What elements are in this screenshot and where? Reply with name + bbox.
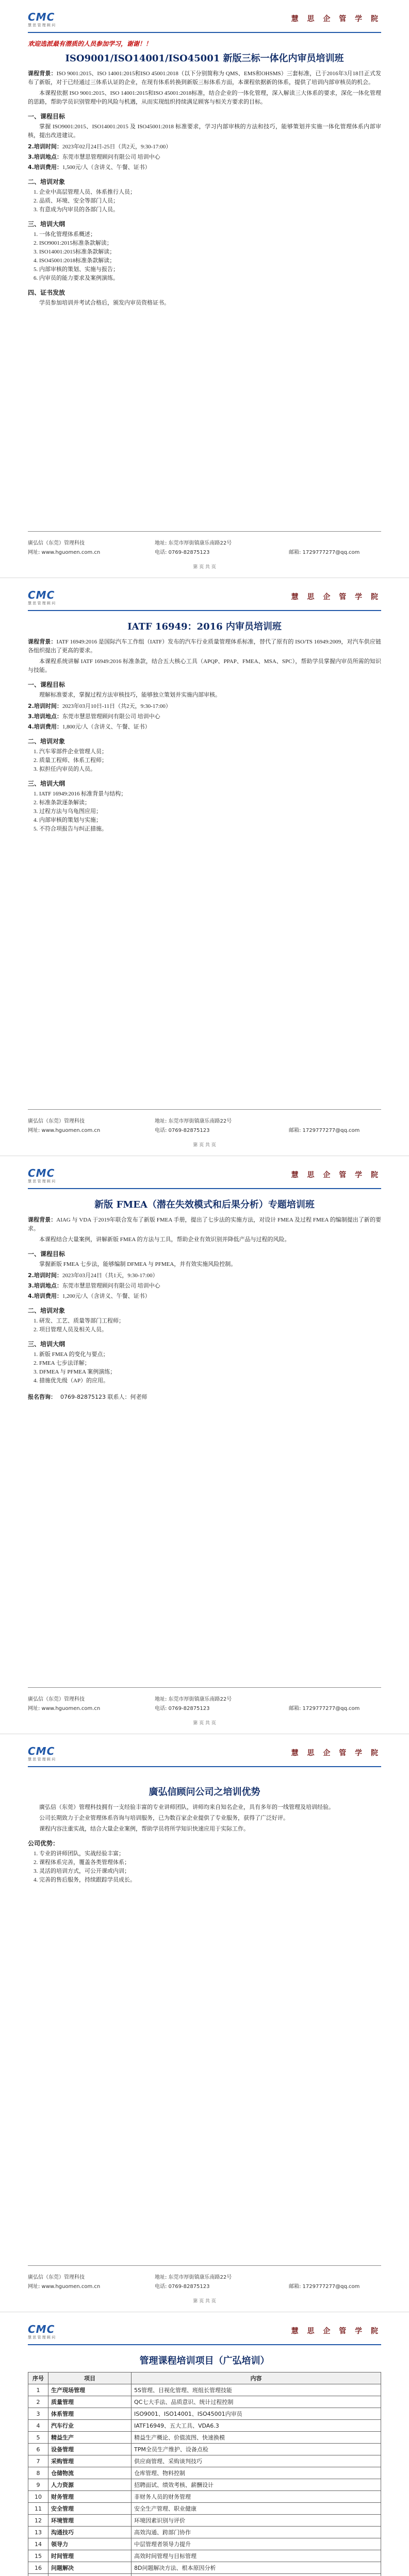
- training-table-title: 管理课程培训项目（广弘培训）: [139, 2355, 270, 2366]
- intro-text: IATF 16949:2016 是国际汽车工作组（IATF）发布的汽车行业质量管理体系标准，替代了原有的 ISO/TS 16949:2009，对汽车供应链各组织提出了更高的要求。: [28, 639, 381, 654]
- header-divider: [28, 2344, 381, 2345]
- footer-mid-top: 地址: 东莞市厚街镇康乐南路22号: [155, 540, 232, 546]
- intro-paragraph: [28, 70, 381, 87]
- table-header: 内容: [132, 2372, 381, 2384]
- page-header: [0, 0, 409, 36]
- footer-left-bottom: 网址: www.hguomen.com.cn: [28, 550, 101, 555]
- advantage-paragraph: 课程内容注重实战，结合大量企业案例，帮助学员将所学知识快速应用于实际工作。: [39, 1826, 249, 1832]
- place-value: 东莞市慧思管理顾问有限公司 培训中心: [62, 154, 160, 160]
- list-item: 5. 不符合项报告与纠正措施。: [39, 825, 381, 834]
- intro-label: 课程背景：: [28, 639, 57, 645]
- intro-text: ISO 9001:2015、ISO 14001:2015和ISO 45001:2018（以下分别简称为 QMS、EMS和OHSMS）三套标准，已于2016年3月18日正式发布了新版，对于已经通过三体系认证的企业，在现有体系转换到新版三标体系方面，本课程依据新的体系，提供了培训内部审核员的机会。: [28, 71, 381, 86]
- footer-mid-top: 地址: 东莞市厚街镇康乐南路22号: [155, 1697, 232, 1702]
- intro-text: AIAG 与 VDA 于2019年联合发布了新版 FMEA 手册，提出了七步法的实施方法，对设计 FMEA 及过程 FMEA 的编制提出了新的要求。: [28, 1217, 381, 1232]
- course-title: IATF 16949：2016 内审员培训班: [127, 621, 282, 632]
- time-row: [28, 142, 381, 151]
- row-number: 15: [28, 2550, 48, 2562]
- logo-text: CMC: [28, 11, 55, 23]
- row-number: 12: [28, 2515, 48, 2527]
- row-content: 供应商管理、采购谈判技巧: [132, 2455, 381, 2467]
- row-number: 14: [28, 2538, 48, 2550]
- table-row: [28, 2420, 381, 2432]
- page-content: [28, 1194, 381, 1684]
- page-3: [0, 1156, 409, 1734]
- notice-text: 欢迎选派最有潜质的人员参加学习，谢谢！！: [28, 40, 152, 47]
- logo-subtext: 慧 思 管 理 顾 问: [28, 1757, 56, 1761]
- row-content: 安全生产管理、职业健康: [132, 2503, 381, 2515]
- row-content: 中层管理者领导力提升: [132, 2538, 381, 2550]
- list-item: 2. 品质、环境、安全等部门人员；: [39, 197, 381, 206]
- row-project: 领导力: [48, 2538, 132, 2550]
- footer-divider: [28, 531, 381, 532]
- page-header: [0, 578, 409, 614]
- time-value: 2023年02月24日-25日（共2天，9:30-17:00）: [62, 144, 172, 150]
- logo-text: CMC: [28, 1745, 55, 1757]
- time-row: [28, 1271, 381, 1280]
- time-value: 2023年03月10日-11日（共2天，9:30-17:00）: [62, 703, 171, 709]
- contact-label: 报名咨询：: [28, 1394, 56, 1400]
- list-item: 2. ISO9001:2015标准条款解读；: [39, 239, 381, 248]
- list-item: 4. ISO45001:2018标准条款解读；: [39, 257, 381, 265]
- logo-text: CMC: [28, 2323, 55, 2335]
- row-project: 人力资源: [48, 2479, 132, 2491]
- footer-right: 邮箱: 1729777277@qq.com: [289, 550, 360, 555]
- fee-row: [28, 163, 381, 172]
- page-number: 第 页 共 页: [193, 2299, 216, 2304]
- outline-title: 三、培训大纲: [28, 221, 66, 228]
- footer-right: 邮箱: 1729777277@qq.com: [289, 2284, 360, 2290]
- page-content: [28, 1772, 381, 2262]
- list-item: 3. DFMEA 与 PFMEA 案例演练；: [39, 1368, 381, 1377]
- row-project: 沟通技巧: [48, 2527, 132, 2538]
- company-logo: [28, 2324, 64, 2341]
- header-slogan: 慧 思 企 管 学 院: [291, 15, 381, 23]
- company-logo: [28, 1745, 64, 1763]
- cert-title: 四、证书发放: [28, 289, 66, 296]
- list-item: 2. 课程体系完善，覆盖各类管理体系；: [39, 1858, 381, 1867]
- list-item: 5. 内部审核的策划、实施与报告；: [39, 265, 381, 274]
- time-label: 2.培训时间：: [28, 143, 62, 150]
- list-item: 4. 完善的售后服务，持续跟踪学员成长。: [39, 1876, 381, 1885]
- row-content: IATF16949、五大工具、VDA6.3: [132, 2420, 381, 2432]
- place-row: [28, 1281, 381, 1291]
- place-value: 东莞市慧思管理顾问有限公司 培训中心: [62, 1283, 160, 1289]
- row-content: 精益生产概论、价值流图、快速换模: [132, 2432, 381, 2444]
- company-logo: [28, 11, 64, 29]
- place-label: 3.培训地点：: [28, 1282, 62, 1289]
- audience-title: 二、培训对象: [28, 178, 66, 185]
- row-project: 体系管理: [48, 2408, 132, 2420]
- row-project: 环境管理: [48, 2515, 132, 2527]
- footer-mid-bottom: 电话: 0769-82875123: [155, 1706, 210, 1711]
- row-project: 设备管理: [48, 2444, 132, 2455]
- logo-subtext: 慧 思 管 理 顾 问: [28, 2335, 56, 2340]
- row-content: 8D问题解决方法、根本原因分析: [132, 2562, 381, 2574]
- page-header: [0, 2312, 409, 2348]
- table-header: 序号: [28, 2372, 48, 2384]
- list-item: 3. ISO14001:2015标准条款解读；: [39, 248, 381, 257]
- list-item: 6. 内审员的能力要求及案例演练。: [39, 274, 381, 283]
- row-number: 5: [28, 2432, 48, 2444]
- row-number: 13: [28, 2527, 48, 2538]
- contact-row: [28, 1393, 381, 1402]
- row-project: 质量管理: [48, 2396, 132, 2408]
- table-row: [28, 2503, 381, 2515]
- footer-mid-top: 地址: 东莞市厚街镇康乐南路22号: [155, 2275, 232, 2280]
- row-content: 招聘面试、绩效考核、薪酬设计: [132, 2479, 381, 2491]
- training-table: [28, 2372, 381, 2576]
- list-item: 1. 专业的讲师团队，实战经验丰富；: [39, 1850, 381, 1858]
- page-content: [28, 2350, 381, 2576]
- time-value: 2023年03月24日（共1天，9:30-17:00）: [62, 1273, 158, 1279]
- contact-value: 0769-82875123 联系人：何老师: [60, 1394, 148, 1400]
- row-content: TPM全员生产维护、设备点检: [132, 2444, 381, 2455]
- page-header: [0, 1734, 409, 1770]
- table-row: [28, 2550, 381, 2562]
- list-item: 1. 汽车零部件企业管理人员；: [39, 748, 381, 756]
- time-label: 2.培训时间：: [28, 703, 62, 709]
- goal-title: 一、课程目标: [28, 681, 66, 688]
- company-logo: [28, 1167, 64, 1185]
- table-row: [28, 2444, 381, 2455]
- footer-left-top: 廣弘信（东莞）管理科技: [28, 1118, 85, 1124]
- footer-mid-bottom: 电话: 0769-82875123: [155, 2284, 210, 2290]
- place-row: [28, 152, 381, 162]
- row-project: 财务管理: [48, 2491, 132, 2503]
- footer-divider: [28, 2265, 381, 2266]
- fee-row: [28, 722, 381, 732]
- audience-title: 二、培训对象: [28, 738, 66, 745]
- row-project: [48, 2574, 132, 2576]
- row-project: 生产现场管理: [48, 2384, 132, 2396]
- intro-paragraph: [28, 638, 381, 655]
- intro-paragraph-2: 本课程依据 ISO 9001:2015、ISO 14001:2015和ISO 45001:2018标准，结合企业的一体化管理，深入解读三大体系的要求，深化一体化管理的思路，帮助学员识别管理中的风险与机遇，从而实现组织持续满足顾客与相关方要求的目标。: [28, 90, 381, 105]
- row-content: [132, 2574, 381, 2576]
- table-row: [28, 2562, 381, 2574]
- page-1: [0, 0, 409, 578]
- fee-label: 4.培训费用：: [28, 164, 62, 171]
- audience-title: 二、培训对象: [28, 1307, 66, 1314]
- fee-label: 4.培训费用：: [28, 1293, 62, 1299]
- row-number: 2: [28, 2396, 48, 2408]
- page-footer: [0, 2265, 409, 2312]
- advantage-paragraph: 公司长期致力于企业管理体系咨询与培训服务，已为数百家企业提供了专业服务，获得了广泛好评。: [39, 1815, 289, 1821]
- header-slogan: 慧 思 企 管 学 院: [291, 1749, 381, 1757]
- row-number: 1: [28, 2384, 48, 2396]
- logo-subtext: 慧 思 管 理 顾 问: [28, 1179, 56, 1183]
- page-2: [0, 578, 409, 1156]
- time-row: [28, 702, 381, 711]
- fee-value: 1,500元/人（含讲义、午餐、证书）: [62, 164, 151, 171]
- goal-text: 掌握 ISO9001:2015、ISO14001:2015 及 ISO45001:2018 标准要求，学习内部审核的方法和技巧，能够策划并实施一体化管理体系内部审核，提出改进建议。: [28, 124, 381, 139]
- place-label: 3.培训地点：: [28, 154, 62, 160]
- outline-list: [28, 790, 381, 834]
- row-project: 时间管理: [48, 2550, 132, 2562]
- place-label: 3.培训地点：: [28, 713, 62, 720]
- logo-text: CMC: [28, 1167, 55, 1179]
- table-row: [28, 2491, 381, 2503]
- row-content: 环境因素识别与评价: [132, 2515, 381, 2527]
- footer-left-bottom: 网址: www.hguomen.com.cn: [28, 2284, 101, 2290]
- outline-list: [28, 230, 381, 283]
- page-5: [0, 2312, 409, 2576]
- course-title: 新版 FMEA（潜在失效模式和后果分析）专题培训班: [94, 1199, 315, 1210]
- course-title: ISO9001/ISO14001/ISO45001 新版三标一体化内审员培训班: [65, 53, 344, 64]
- footer-left-bottom: 网址: www.hguomen.com.cn: [28, 1706, 101, 1711]
- intro-paragraph-2: 本课程系统讲解 IATF 16949:2016 标准条款，结合五大核心工具（APQP、PPAP、FMEA、MSA、SPC），帮助学员掌握内审员所需的知识与技能。: [28, 658, 381, 673]
- page-content: [28, 38, 381, 528]
- footer-left-top: 廣弘信（东莞）管理科技: [28, 1697, 85, 1702]
- outline-title: 三、培训大纲: [28, 1341, 66, 1348]
- fee-value: 1,200元/人（含讲义、午餐、证书）: [62, 1293, 151, 1299]
- row-project: 仓储物流: [48, 2467, 132, 2479]
- cert-text: 学员参加培训并考试合格后，颁发内审员资格证书。: [39, 300, 170, 306]
- row-number: [28, 2574, 48, 2576]
- goal-text: 掌握新版 FMEA 七步法，能够编制 DFMEA 与 PFMEA，并有效实施风险控制。: [39, 1261, 237, 1267]
- list-item: 2. 标准条款逐条解读；: [39, 799, 381, 807]
- place-value: 东莞市慧思管理顾问有限公司 培训中心: [62, 714, 160, 720]
- fee-label: 4.培训费用：: [28, 723, 62, 730]
- row-number: 9: [28, 2479, 48, 2491]
- footer-left-top: 廣弘信（东莞）管理科技: [28, 540, 85, 546]
- audience-list: [28, 1317, 381, 1334]
- list-item: 3. 过程方法与乌龟图应用；: [39, 807, 381, 816]
- row-project: 采购管理: [48, 2455, 132, 2467]
- page-footer: [0, 531, 409, 578]
- list-item: 4. 内部审核的策划与实施；: [39, 816, 381, 825]
- row-number: 6: [28, 2444, 48, 2455]
- table-row: [28, 2396, 381, 2408]
- list-item: 2. 项目管理人员及相关人员。: [39, 1326, 381, 1334]
- outline-list: [28, 1350, 381, 1385]
- list-item: 4. 措施优先级（AP）的应用。: [39, 1377, 381, 1385]
- advantage-list: [28, 1850, 381, 1885]
- row-number: 3: [28, 2408, 48, 2420]
- row-number: 4: [28, 2420, 48, 2432]
- header-divider: [28, 610, 381, 611]
- header-divider: [28, 1188, 381, 1189]
- page-number: 第 页 共 页: [193, 1721, 216, 1726]
- row-content: QC七大手法、品质意识、统计过程控制: [132, 2396, 381, 2408]
- row-content: ISO9001、ISO14001、ISO45001内审员: [132, 2408, 381, 2420]
- logo-text: CMC: [28, 589, 55, 601]
- footer-mid-bottom: 电话: 0769-82875123: [155, 1128, 210, 1133]
- table-row: [28, 2574, 381, 2576]
- logo-subtext: 慧 思 管 理 顾 问: [28, 601, 56, 605]
- table-row: [28, 2384, 381, 2396]
- list-item: 3. 有意成为内审员的各部门人员。: [39, 206, 381, 214]
- list-item: 2. 质量工程师、体系工程师；: [39, 756, 381, 765]
- intro-paragraph-2: 本课程结合大量案例，讲解新版 FMEA 的方法与工具，帮助企业有效识别并降低产品与过程的风险。: [39, 1236, 290, 1243]
- fee-value: 1,800元/人（含讲义、午餐、证书）: [62, 724, 151, 730]
- header-divider: [28, 32, 381, 33]
- page-number: 第 页 共 页: [193, 565, 216, 570]
- list-item: 1. 企业中高层管理人员、体系推行人员；: [39, 188, 381, 197]
- fee-row: [28, 1292, 381, 1301]
- row-project: 安全管理: [48, 2503, 132, 2515]
- table-row: [28, 2538, 381, 2550]
- table-row: [28, 2432, 381, 2444]
- row-number: 16: [28, 2562, 48, 2574]
- table-header-row: [28, 2372, 381, 2384]
- footer-mid-bottom: 电话: 0769-82875123: [155, 550, 210, 555]
- footer-divider: [28, 1687, 381, 1688]
- row-number: 8: [28, 2467, 48, 2479]
- list-item: 3. 拟担任内审员的人员。: [39, 765, 381, 774]
- goal-text: 理解标准要求，掌握过程方法审核技巧，能够独立策划并实施内部审核。: [39, 692, 221, 698]
- table-row: [28, 2455, 381, 2467]
- page-4: [0, 1734, 409, 2312]
- page-header: [0, 1156, 409, 1192]
- page-number: 第 页 共 页: [193, 1143, 216, 1148]
- intro-label: 课程背景：: [28, 71, 57, 77]
- row-project: 汽车行业: [48, 2420, 132, 2432]
- outline-title: 三、培训大纲: [28, 780, 66, 787]
- table-row: [28, 2527, 381, 2538]
- row-number: 7: [28, 2455, 48, 2467]
- intro-label: 课程背景：: [28, 1217, 57, 1223]
- page-footer: [0, 1109, 409, 1156]
- row-content: 仓库管理、物料控制: [132, 2467, 381, 2479]
- row-content: 5S管理、目视化管理、班组长管理技能: [132, 2384, 381, 2396]
- list-item: 3. 灵活的培训方式，可公开课或内训；: [39, 1867, 381, 1876]
- row-number: 11: [28, 2503, 48, 2515]
- list-item: 1. 一体化管理体系概述；: [39, 230, 381, 239]
- advantage-list-title: 公司优势：: [28, 1840, 59, 1847]
- row-project: 精益生产: [48, 2432, 132, 2444]
- footer-left-bottom: 网址: www.hguomen.com.cn: [28, 1128, 101, 1133]
- table-row: [28, 2515, 381, 2527]
- list-item: 2. FMEA 七步法详解；: [39, 1359, 381, 1368]
- advantage-paragraph: 廣弘信（东莞）管理科技拥有一支经验丰富的专业讲师团队，讲师均来自知名企业，具有多年的一线管理及培训经验。: [39, 1804, 334, 1810]
- table-row: [28, 2467, 381, 2479]
- footer-left-top: 廣弘信（东莞）管理科技: [28, 2275, 85, 2280]
- company-logo: [28, 589, 64, 607]
- page-footer: [0, 1687, 409, 1734]
- header-divider: [28, 1766, 381, 1767]
- audience-list: [28, 188, 381, 214]
- goal-title: 一、课程目标: [28, 113, 66, 120]
- table-header: 项目: [48, 2372, 132, 2384]
- place-row: [28, 712, 381, 721]
- row-content: 非财务人员的财务管理: [132, 2491, 381, 2503]
- table-row: [28, 2408, 381, 2420]
- audience-list: [28, 748, 381, 774]
- footer-right: 邮箱: 1729777277@qq.com: [289, 1706, 360, 1711]
- row-content: 高效沟通、跨部门协作: [132, 2527, 381, 2538]
- header-slogan: 慧 思 企 管 学 院: [291, 1171, 381, 1179]
- footer-divider: [28, 1109, 381, 1110]
- row-project: 问题解决: [48, 2562, 132, 2574]
- table-row: [28, 2479, 381, 2491]
- row-number: 10: [28, 2491, 48, 2503]
- intro-paragraph: [28, 1216, 381, 1233]
- logo-subtext: 慧 思 管 理 顾 问: [28, 23, 56, 27]
- header-slogan: 慧 思 企 管 学 院: [291, 2327, 381, 2335]
- list-item: 1. IATF 16949:2016 标准背景与结构；: [39, 790, 381, 799]
- list-item: 1. 新版 FMEA 的变化与要点；: [39, 1350, 381, 1359]
- advantage-title: 廣弘信顾问公司之培训优势: [149, 1787, 260, 1798]
- list-item: 1. 研发、工艺、质量等部门工程师；: [39, 1317, 381, 1326]
- goal-title: 一、课程目标: [28, 1250, 66, 1258]
- row-content: 高效时间管理与目标管理: [132, 2550, 381, 2562]
- footer-right: 邮箱: 1729777277@qq.com: [289, 1128, 360, 1133]
- time-label: 2.培训时间：: [28, 1272, 62, 1279]
- page-content: [28, 616, 381, 1106]
- footer-mid-top: 地址: 东莞市厚街镇康乐南路22号: [155, 1118, 232, 1124]
- header-slogan: 慧 思 企 管 学 院: [291, 593, 381, 601]
